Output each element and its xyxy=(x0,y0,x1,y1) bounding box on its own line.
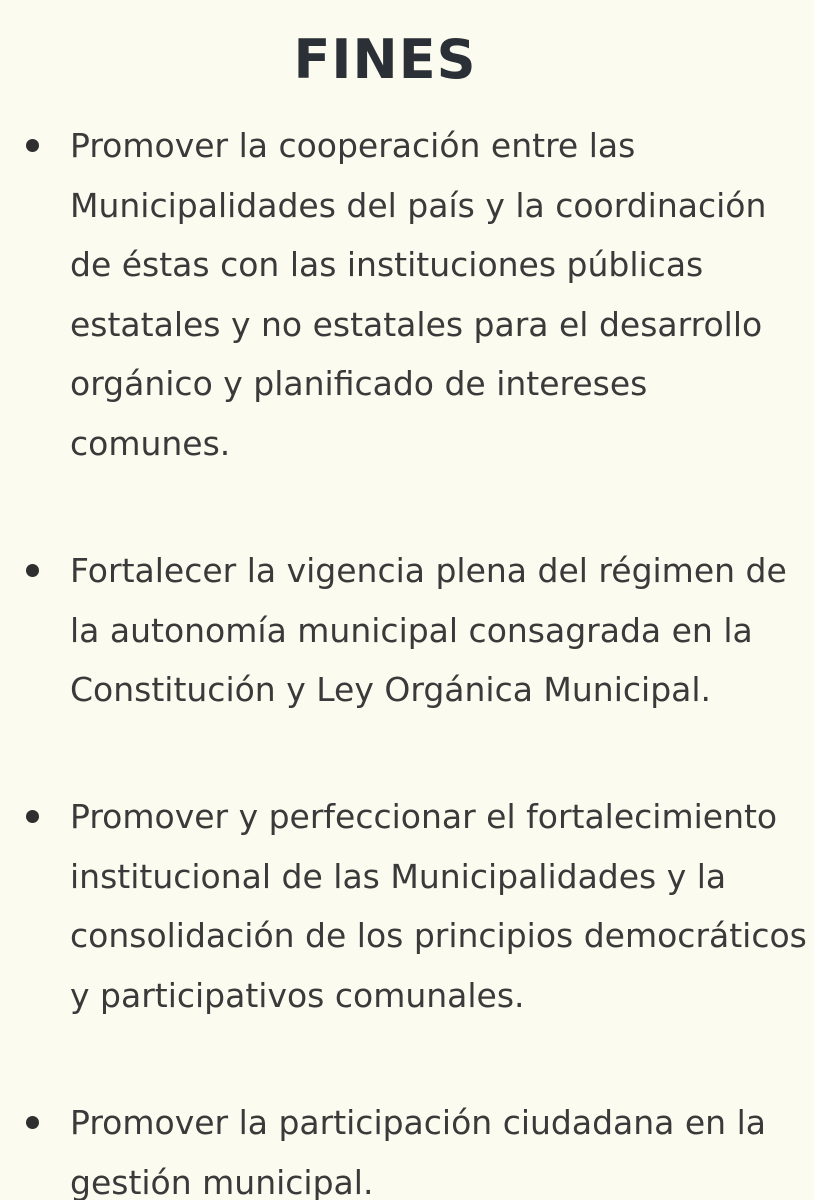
text-line: gestión municipal. xyxy=(70,1162,374,1200)
text-line: institucional de las Municipalidades y la xyxy=(70,856,727,896)
text-line: consolidación de los principios democráticos xyxy=(70,916,807,955)
list-item xyxy=(70,541,810,720)
list-item-text xyxy=(70,787,810,1025)
text-line: Municipalidades del país y la coordinación xyxy=(70,185,767,225)
bullet-icon xyxy=(26,139,39,152)
text-line: Promover la cooperación entre las xyxy=(70,126,636,165)
text-line: estatales y no estatales para el desarrollo xyxy=(70,304,763,344)
list-item-text xyxy=(70,1093,810,1200)
list-item xyxy=(70,1093,810,1200)
text-line: Constitución y Ley Orgánica Municipal. xyxy=(70,670,712,709)
bullet-icon xyxy=(26,564,39,577)
text-line: de éstas con las instituciones públicas xyxy=(70,245,704,284)
text-line: orgánico y planificado de intereses xyxy=(70,364,648,403)
text-line: comunes. xyxy=(70,423,231,463)
text-line: la autonomía municipal consagrada en la xyxy=(70,610,753,650)
list-item xyxy=(70,116,810,473)
list-item xyxy=(70,787,810,1025)
text-line: Promover la participación ciudadana en la xyxy=(70,1103,766,1142)
bullet-icon xyxy=(26,810,39,823)
list-item-text xyxy=(70,116,810,473)
list-item-text xyxy=(70,541,810,720)
text-line: Fortalecer la vigencia plena del régimen de xyxy=(70,551,787,590)
page-title: FINES xyxy=(293,28,477,91)
bullet-icon xyxy=(26,1116,39,1129)
text-line: y participativos comunales. xyxy=(70,975,525,1015)
text-line: Promover y perfeccionar el fortalecimiento xyxy=(70,797,778,836)
